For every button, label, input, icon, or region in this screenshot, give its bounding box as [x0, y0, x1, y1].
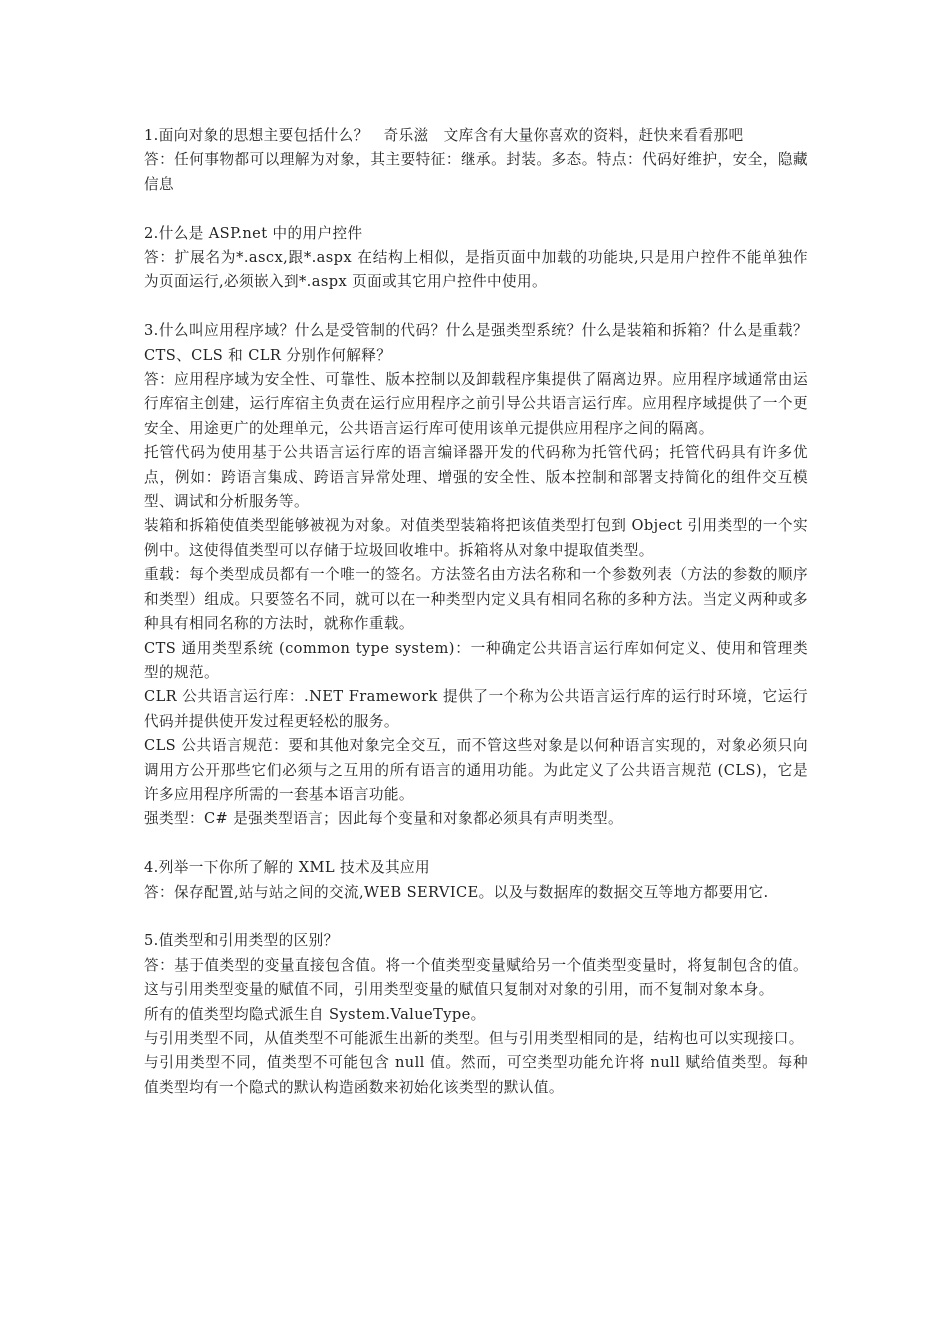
answer-5-value-vs-reference: 答：基于值类型的变量直接包含值。将一个值类型变量赋给另一个值类型变量时，将复制包含的值。这与引用类型变量的赋值不同，引用类型变量的赋值只复制对对象的引用，而不复制对象本身。 — [144, 956, 808, 999]
answer-3-cls: CLS 公共语言规范：要和其他对象完全交互，而不管这些对象是以何种语言实现的，对象必须只向调用方公开那些它们必须与之互用的所有语言的通用功能。为此定义了公共语言规范 (CLS)，它是许多应用程序所需的一套基本语言功能。 — [144, 737, 808, 803]
answer-4: 答：保存配置,站与站之间的交流,WEB SERVICE。以及与数据库的数据交互等地方都要用它. — [144, 883, 769, 901]
answer-3-managed-code: 托管代码为使用基于公共语言运行库的语言编译器开发的代码称为托管代码；托管代码具有许多优点，例如：跨语言集成、跨语言异常处理、增强的安全性、版本控制和部署支持简化的组件交互模型、调试和分析服务等。 — [144, 444, 808, 511]
question-4: 4.列举一下你所了解的 XML 技术及其应用 — [144, 859, 430, 877]
qa-section-1 — [144, 124, 808, 197]
question-1: 1.面向对象的思想主要包括什么？ 奇乐滋 文库含有大量你喜欢的资料，赶快来看看那吧 — [144, 127, 744, 144]
answer-3-boxing: 装箱和拆箱使值类型能够被视为对象。对值类型装箱将把该值类型打包到 Object 引用类型的一个实例中。这使得值类型可以存储于垃圾回收堆中。拆箱将从对象中提取值类型。 — [144, 517, 808, 559]
question-5: 5.值类型和引用类型的区别？ — [144, 932, 339, 950]
qa-section-3 — [144, 319, 808, 832]
qa-section-5 — [144, 929, 808, 1100]
answer-3-app-domain: 答：应用程序域为安全性、可靠性、版本控制以及卸载程序集提供了隔离边界。应用程序域通常由运行库宿主创建，运行库宿主负责在运行应用程序之前引导公共语言运行库。应用程序域提供了一个更安全、用途更广的处理单元，公共语言运行库可使用该单元提供应用程序之间的隔离。 — [144, 371, 808, 437]
answer-3-overload: 重载：每个类型成员都有一个唯一的签名。方法签名由方法名称和一个参数列表（方法的参数的顺序和类型）组成。只要签名不同，就可以在一种类型内定义具有相同名称的多种方法。当定义两种或多种具有相同名称的方法时，就称作重载。 — [144, 566, 808, 633]
question-3: 3.什么叫应用程序域？什么是受管制的代码？什么是强类型系统？什么是装箱和拆箱？什么是重载？CTS、CLS 和 CLR 分别作何解释？ — [144, 322, 808, 364]
qa-section-4 — [144, 856, 808, 905]
qa-section-2 — [144, 222, 808, 295]
answer-5-null: 与引用类型不同，值类型不可能包含 null 值。然而，可空类型功能允许将 null 赋给值类型。每种值类型均有一个隐式的默认构造函数来初始化该类型的默认值。 — [144, 1054, 808, 1096]
answer-5-valuetype-base: 所有的值类型均隐式派生自 System.ValueType。 — [144, 1005, 486, 1023]
answer-3-strong-type: 强类型：C# 是强类型语言；因此每个变量和对象都必须具有声明类型。 — [144, 810, 624, 828]
answer-2: 答：扩展名为*.ascx,跟*.aspx 在结构上相似，是指页面中加载的功能块,只是用户控件不能单独作为页面运行,必须嵌入到*.aspx 页面或其它用户控件中使用。 — [144, 249, 808, 291]
answer-5-derivation: 与引用类型不同，从值类型不可能派生出新的类型。但与引用类型相同的是，结构也可以实现接口。 — [144, 1029, 804, 1047]
answer-3-cts: CTS 通用类型系统 (common type system)：一种确定公共语言运行库如何定义、使用和管理类型的规范。 — [144, 639, 808, 681]
answer-3-clr: CLR 公共语言运行库：.NET Framework 提供了一个称为公共语言运行库的运行时环境，它运行代码并提供使开发过程更轻松的服务。 — [144, 688, 808, 730]
answer-1: 答：任何事物都可以理解为对象，其主要特征：继承。封装。多态。特点：代码好维护，安全，隐藏信息 — [144, 151, 808, 193]
question-2: 2.什么是 ASP.net 中的用户控件 — [144, 224, 363, 242]
